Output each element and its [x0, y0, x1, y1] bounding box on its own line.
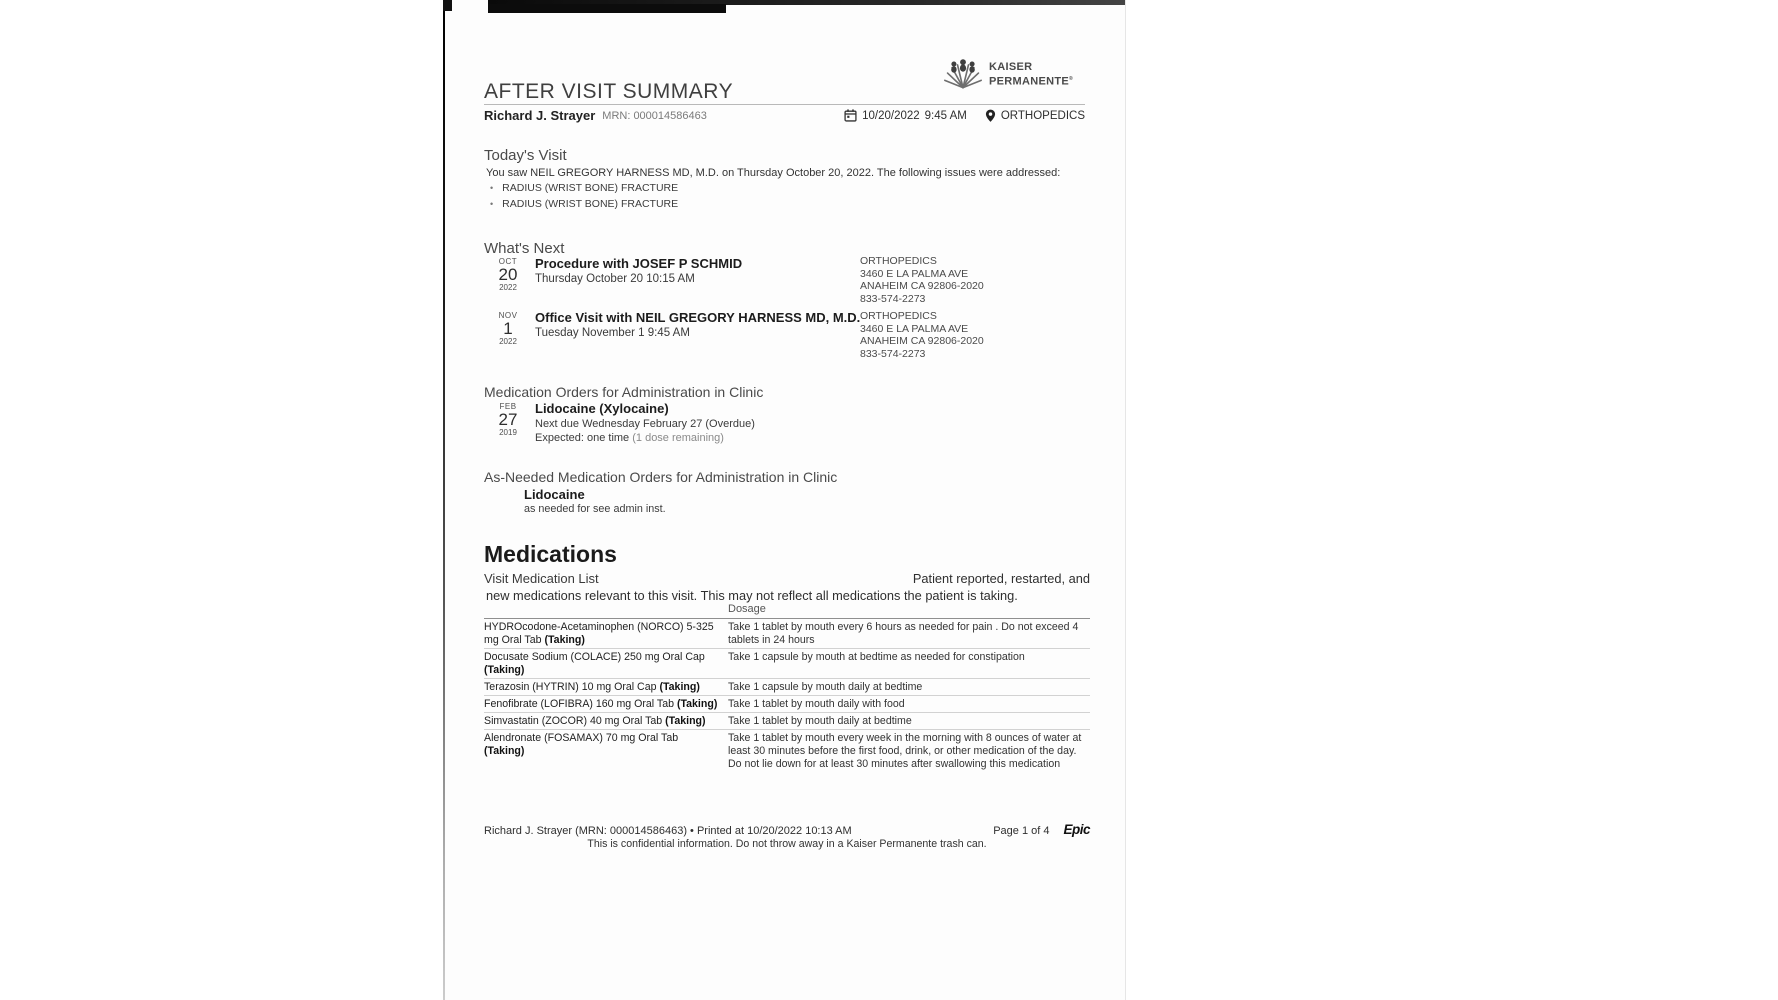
bullet-icon: • [490, 183, 494, 193]
calendar-icon [844, 109, 857, 122]
confidentiality-notice: This is confidential information. Do not throw away in a Kaiser Permanente trash can. [587, 838, 987, 850]
epic-logo: Epic [1063, 822, 1090, 837]
appointment-title: Procedure with JOSEF P SCHMID [535, 256, 743, 271]
appointment-entry [490, 257, 855, 292]
appointment-entry [490, 311, 875, 346]
appointment-title: Office Visit with NEIL GREGORY HARNESS MD, M.D. [535, 310, 861, 325]
med-order-expected: Expected: one time (1 dose remaining) [535, 432, 724, 444]
table-row: HYDROcodone-Acetaminophen (NORCO) 5-325 mg Oral Tab (Taking) Take 1 tablet by mouth every 6 hours as needed for pain . Do not exceed 4 tablets in 24 hours [484, 619, 1090, 649]
med-note-line2: new medications relevant to this visit. This may not reflect all medications the patient is taking. [486, 588, 1018, 603]
visit-time: 9:45 AM [924, 109, 967, 122]
med-orders-heading: Medication Orders for Administration in Clinic [484, 384, 764, 400]
taking-status: (Taking) [484, 744, 525, 757]
appointment-datetime: Tuesday November 1 9:45 AM [535, 327, 690, 339]
med-order-entry [490, 402, 955, 444]
dose-remaining-note: (1 dose remaining) [632, 432, 724, 444]
med-order-name: Lidocaine (Xylocaine) [535, 401, 669, 416]
appointment-location: ORTHOPEDICS 3460 E LA PALMA AVE ANAHEIM CA 92806-2020 833-574-2273 [860, 310, 984, 360]
registered-mark: ® [1069, 75, 1073, 82]
scan-artifact-bar-thick [488, 4, 726, 13]
medication-table-header [484, 603, 1090, 619]
todays-visit-heading: Today's Visit [484, 147, 567, 164]
visit-department: ORTHOPEDICS [1000, 109, 1085, 122]
appointment-datetime: Thursday October 20 10:15 AM [535, 273, 695, 285]
taking-status: (Taking) [659, 680, 700, 693]
taking-status: (Taking) [484, 663, 525, 676]
patient-name: Richard J. Strayer [484, 108, 596, 123]
visit-meta [844, 109, 1085, 123]
document-page [443, 0, 1126, 1000]
patient-header-row [484, 108, 1085, 123]
scan-edge-line [443, 0, 445, 1000]
brand-line2: PERMANENTE® [989, 75, 1073, 88]
taking-status: (Taking) [544, 633, 585, 646]
page-title: AFTER VISIT SUMMARY [484, 80, 734, 103]
page-footer [484, 822, 1090, 837]
location-pin-icon [985, 109, 996, 123]
kaiser-permanente-logo [943, 58, 1073, 90]
visit-date: 10/20/2022 [862, 109, 920, 122]
header-divider [484, 104, 1085, 105]
medication-table [484, 603, 1090, 772]
patient-mrn: MRN: 000014586463 [602, 109, 707, 122]
appointment-date-badge: OCT 20 2022 [498, 257, 518, 292]
taking-status: (Taking) [676, 697, 718, 710]
brand-wordmark [989, 61, 1073, 88]
med-order-date-badge: FEB 27 2019 [498, 402, 518, 437]
todays-visit-intro: You saw NEIL GREGORY HARNESS MD, M.D. on Thursday October 20, 2022. The following issues were addressed: [486, 167, 1061, 179]
visit-med-list-label: Visit Medication List [484, 571, 599, 586]
brand-line1: KAISER [989, 60, 1033, 73]
table-row: Fenofibrate (LOFIBRA) 160 mg Oral Tab (Taking) Take 1 tablet by mouth daily with food [484, 696, 1090, 713]
table-row: Docusate Sodium (COLACE) 250 mg Oral Cap (Taking) Take 1 capsule by mouth at bedtime as needed for constipation [484, 649, 1090, 679]
dosage-column-header: Dosage [728, 603, 766, 615]
med-note-line1: Patient reported, restarted, and [912, 571, 1090, 586]
as-needed-heading: As-Needed Medication Orders for Administration in Clinic [484, 469, 838, 485]
as-needed-med-note: as needed for see admin inst. [524, 503, 666, 515]
table-row: Simvastatin (ZOCOR) 40 mg Oral Tab (Taking) Take 1 tablet by mouth daily at bedtime [484, 713, 1090, 730]
med-order-next-due: Next due Wednesday February 27 (Overdue) [535, 418, 755, 430]
bullet-icon: • [490, 199, 494, 209]
appointment-date-badge: NOV 1 2022 [498, 311, 518, 346]
appointment-location: ORTHOPEDICS 3460 E LA PALMA AVE ANAHEIM CA 92806-2020 833-574-2273 [860, 255, 984, 305]
page-number: Page 1 of 4 [993, 825, 1050, 837]
as-needed-med-name: Lidocaine [524, 487, 585, 502]
kaiser-people-fan-icon [943, 58, 983, 90]
taking-status: (Taking) [665, 714, 706, 727]
table-row: Terazosin (HYTRIN) 10 mg Oral Cap (Taking) Take 1 capsule by mouth daily at bedtime [484, 679, 1090, 696]
issue-item: • RADIUS (WRIST BONE) FRACTURE [490, 198, 679, 210]
issue-item: • RADIUS (WRIST BONE) FRACTURE [490, 182, 679, 194]
table-row: Alendronate (FOSAMAX) 70 mg Oral Tab (Taking) Take 1 tablet by mouth every week in the morning with 8 ounces of water at least 30 minutes before the first food, drink, or other medication of the day. Do not lie down for at least 30 minutes after swallowing this medication [484, 731, 1082, 770]
medications-heading: Medications [484, 541, 617, 567]
scan-artifact-corner [443, 0, 452, 11]
whats-next-heading: What's Next [484, 240, 565, 257]
visit-medication-list-row [484, 571, 1090, 586]
footer-patient-printline: Richard J. Strayer (MRN: 000014586463) • Printed at 10/20/2022 10:13 AM [484, 825, 852, 837]
